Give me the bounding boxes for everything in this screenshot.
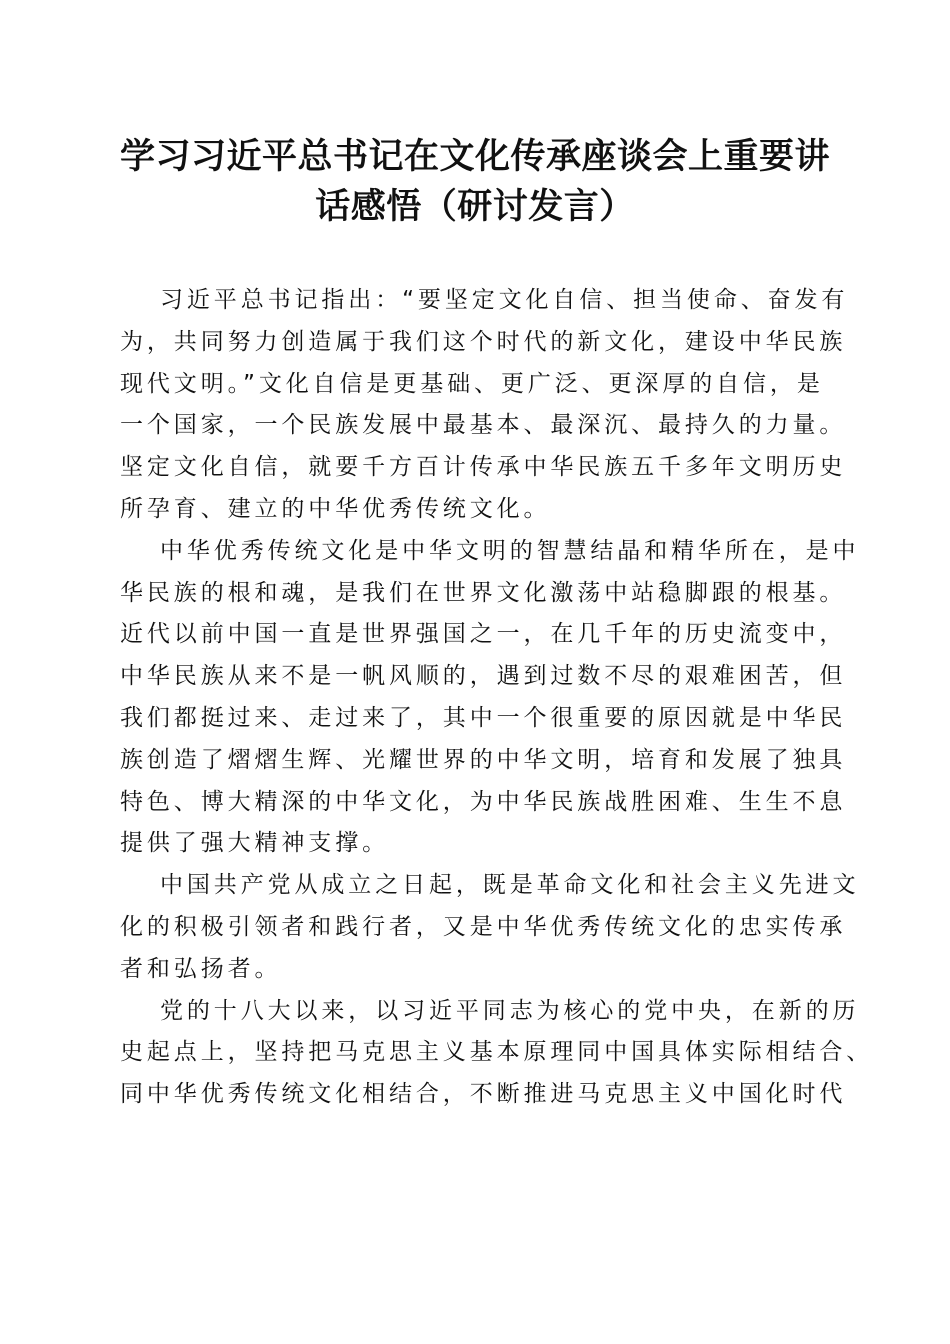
text-line: 族创造了熠熠生辉、光耀世界的中华文明，培育和发展了独具 [120,746,847,773]
paragraph-1 [120,280,849,531]
title-line-2: 话感悟（研讨发言） [315,186,635,227]
text-line: 现代文明。”文化自信是更基础、更广泛、更深厚的自信，是 [120,370,824,397]
document-title [110,132,840,232]
text-line: 为，共同努力创造属于我们这个时代的新文化，建设中华民族 [120,328,847,355]
text-line: 华民族的根和魂，是我们在世界文化激荡中站稳脚跟的根基。 [120,579,847,606]
text-line: 中国共产党从成立之日起，既是革命文化和社会主义先进文 [160,872,860,899]
text-line: 特色、博大精深的中华文化，为中华民族战胜困难、生生不息 [120,788,847,815]
title-line-1: 学习习近平总书记在文化传承座谈会上重要讲 [119,136,830,177]
text-line: 一个国家，一个民族发展中最基本、最深沉、最持久的力量。 [120,412,847,439]
text-line: 史起点上，坚持把马克思主义基本原理同中国具体实际相结合、 [120,1039,874,1066]
text-line: 习近平总书记指出：“要坚定文化自信、担当使命、奋发有 [160,287,849,313]
text-line: 提供了强大精神支撑。 [120,830,389,857]
text-line: 同中华优秀传统文化相结合，不断推进马克思主义中国化时代 [120,1081,847,1108]
text-line: 我们都挺过来、走过来了，其中一个很重要的原因就是中华民 [120,704,847,731]
text-line: 所孕育、建立的中华优秀传统文化。 [120,495,551,522]
text-line: 近代以前中国一直是世界强国之一，在几千年的历史流变中， [120,621,847,648]
text-line: 化的积极引领者和践行者，又是中华优秀传统文化的忠实传承 [120,913,847,940]
text-line: 党的十八大以来，以习近平同志为核心的党中央，在新的历 [160,997,860,1024]
document-body [120,280,874,1116]
paragraph-4 [120,991,874,1116]
text-line: 坚定文化自信，就要千方百计传承中华民族五千多年文明历史 [120,454,847,481]
paragraph-3 [120,865,860,990]
text-line: 中华民族从来不是一帆风顺的，遇到过数不尽的艰难困苦，但 [120,663,847,690]
text-line: 者和弘扬者。 [120,955,282,982]
text-line: 中华优秀传统文化是中华文明的智慧结晶和精华所在，是中 [160,537,860,564]
paragraph-2 [120,531,860,865]
